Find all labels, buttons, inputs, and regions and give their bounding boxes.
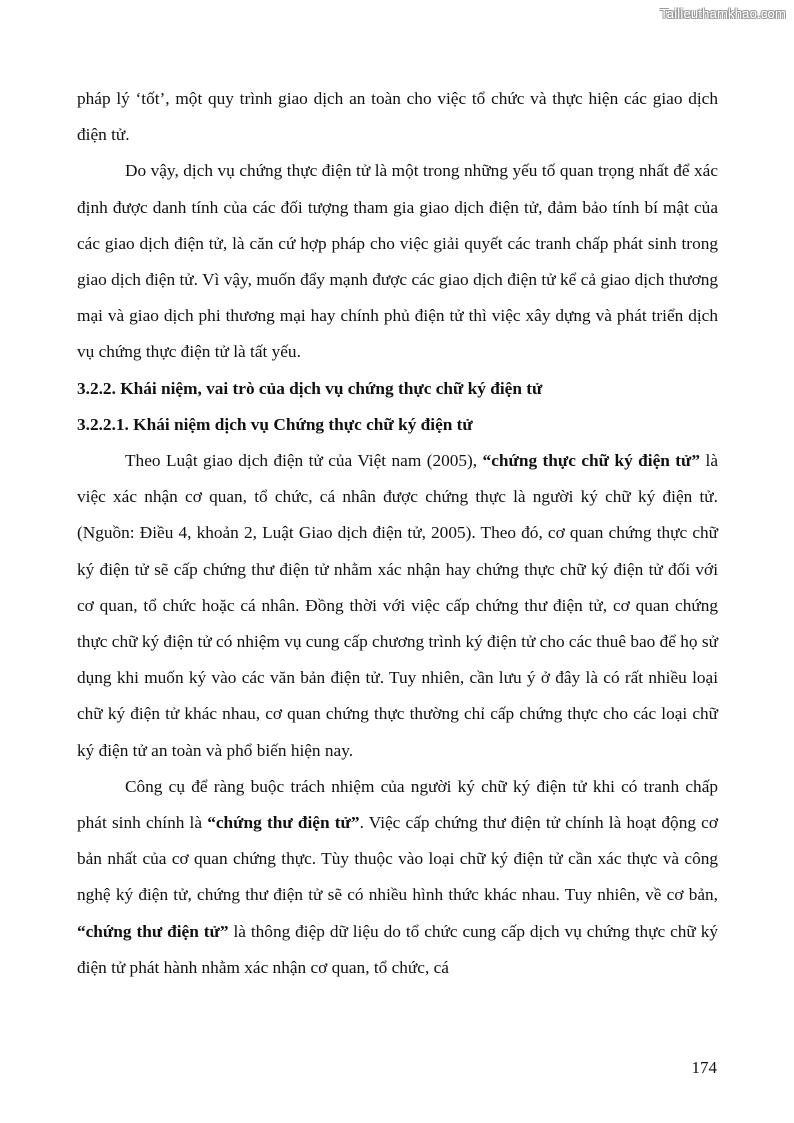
paragraph-certificate <box>77 769 718 986</box>
paragraph-continuation: pháp lý ‘tốt’, một quy trình giao dịch an toàn cho việc tổ chức và thực hiện các giao dịch điện tử. <box>77 89 718 145</box>
paragraph-definition <box>77 443 718 769</box>
text-run: là việc xác nhận cơ quan, tổ chức, cá nhân được chứng thực là người ký chữ ký điện tử. (Nguồn: Điều 4, khoản 2, Luật Giao dịch điện tử, 2005). Theo đó, cơ quan chứng thực chữ ký điện tử sẽ cấp chứng thư điện tử nhằm xác nhận hay chứng thực chữ ký điện tử đối với cơ quan, tổ chức hoặc cá nhân. Đồng thời với việc cấp chứng thư điện tử, cơ quan chứng thực chữ ký điện tử có nhiệm vụ cung cấp chương trình ký điện tử cho các thuê bao để họ sử dụng khi muốn ký vào các văn bản điện tử. Tuy nhiên, cần lưu ý ở đây là có rất nhiều loại chữ ký điện tử khác nhau, cơ quan chứng thực thường chỉ cấp chứng thực cho các loại chữ ký điện tử an toàn và phổ biến hiện nay. <box>77 451 718 760</box>
page-number: 174 <box>691 1058 717 1077</box>
bold-term: “chứng thư điện tử” <box>77 921 229 941</box>
section-heading-3-2-2-1: 3.2.2.1. Khái niệm dịch vụ Chứng thực chữ ký điện tử <box>77 414 473 434</box>
bold-term: “chứng thư điện tử” <box>207 813 360 833</box>
watermark: Tailieuthamkhao.com <box>660 6 786 21</box>
text-run: Công cụ để ràng buộc trách nhiệm của người ký chữ ký điện tử khi có tranh chấp phát sinh chính là <box>77 776 718 833</box>
bold-term: “chứng thực chữ ký điện tử” <box>482 451 701 471</box>
text-run: . Việc cấp chứng thư điện tử chính là hoạt động cơ bản nhất của cơ quan chứng thực. Tùy thuộc vào loại chữ ký điện tử cần xác thực và công nghệ ký điện tử, chứng thư điện tử sẽ có nhiều hình thức khác nhau. Tuy nhiên, về cơ bản, <box>77 813 718 905</box>
text-run: là thông điệp dữ liệu do tổ chức cung cấp dịch vụ chứng thực chữ ký điện tử phát hành nhằm xác nhận cơ quan, tổ chức, cá <box>77 921 718 977</box>
paragraph-importance: Do vậy, dịch vụ chứng thực điện tử là một trong những yếu tố quan trọng nhất để xác định được danh tính của các đối tượng tham gia giao dịch điện tử, đảm bảo tính bí mật của các giao dịch điện tử, là căn cứ hợp pháp cho việc giải quyết các tranh chấp phát sinh trong giao dịch điện tử. Vì vậy, muốn đẩy mạnh được các giao dịch điện tử kể cả giao dịch thương mại và giao dịch phi thương mại hay chính phủ điện tử thì việc xây dựng và phát triển dịch vụ chứng thực điện tử là tất yếu. <box>77 161 718 362</box>
section-heading-3-2-2: 3.2.2. Khái niệm, vai trò của dịch vụ chứng thực chữ ký điện tử <box>77 378 543 398</box>
page-body <box>77 81 718 986</box>
text-run: Theo Luật giao dịch điện tử của Việt nam (2005), <box>125 451 483 471</box>
